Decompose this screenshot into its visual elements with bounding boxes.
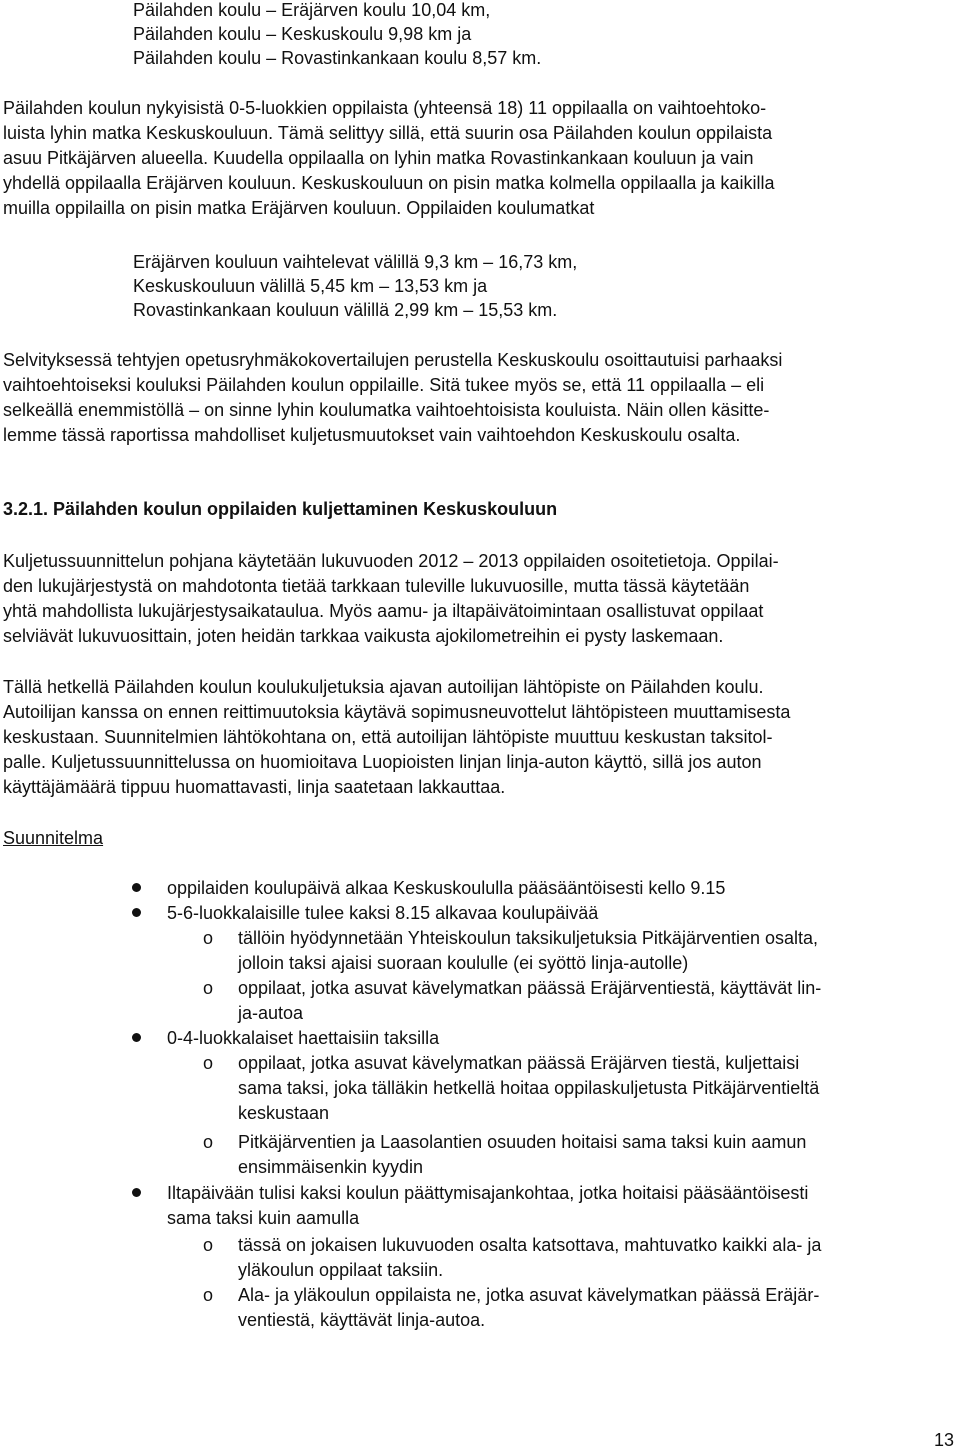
bullet-icon [132,1188,141,1197]
paragraph-line: yhdellä oppilaalla Eräjärven kouluun. Keskuskouluun on pisin matka kolmella oppilaalla ja kaikilla [3,173,775,193]
paragraph-line: muilla oppilailla on pisin matka Eräjärven kouluun. Oppilaiden koulumatkat [3,198,595,218]
plan-subitem: Pitkäjärventien ja Laasolantien osuuden hoitaisi sama taksi kuin aamun [238,1132,807,1152]
plan-item: 5-6-luokkalaisille tulee kaksi 8.15 alkavaa koulupäivää [167,903,599,923]
sub-bullet-icon: o [203,978,214,998]
plan-subitem: ventiestä, käyttävät linja-autoa. [238,1310,486,1330]
distance-line: Päilahden koulu – Keskuskoulu 9,98 km ja [133,24,472,44]
range-line: Keskuskouluun välillä 5,45 km – 13,53 km ja [133,276,488,296]
plan-item: sama taksi kuin aamulla [167,1208,360,1228]
bullet-icon [132,1033,141,1042]
sub-bullet-icon: o [203,1053,214,1073]
page-number: 13 [934,1430,955,1450]
plan-subitem: oppilaat, jotka asuvat kävelymatkan päässä Eräjärventiestä, käyttävät lin- [238,978,822,998]
paragraph-line: Kuljetussuunnittelun pohjana käytetään lukuvuoden 2012 – 2013 oppilaiden osoitetietoja. Oppilai- [3,551,779,571]
bullet-icon [132,908,141,917]
paragraph-line: asuu Pitkäjärven alueella. Kuudella oppilaalla on lyhin matka Rovastinkankaan kouluun ja vain [3,148,754,168]
plan-subitem: yläkoulun oppilaat taksiin. [238,1260,444,1280]
paragraph-line: Autoilijan kanssa on ennen reittimuutoksia käytävä sopimusneuvottelut lähtöpisteen muuttamisesta [3,702,791,722]
paragraph-line: keskustaan. Suunnitelmien lähtökohtana on, että autoilijan lähtöpiste muuttuu keskustan taksitol- [3,727,773,747]
distance-line: Päilahden koulu – Eräjärven koulu 10,04 km, [133,0,491,20]
plan-subitem: keskustaan [238,1103,330,1123]
paragraph-line: lemme tässä raportissa mahdolliset kuljetusmuutokset vain vaihtoehdon Keskuskoulu osalta. [3,425,741,445]
plan-subitem: tällöin hyödynnetään Yhteiskoulun taksikuljetuksia Pitkäjärventien osalta, [238,928,819,948]
paragraph-line: Päilahden koulun nykyisistä 0-5-luokkien oppilaista (yhteensä 18) 11 oppilaalla on vaihtoehtoko- [3,98,767,118]
paragraph-line: den lukujärjestystä on mahdotonta tietää tarkkaan tuleville lukuvuosille, mutta tässä käytetään [3,576,750,596]
paragraph-line: palle. Kuljetussuunnittelussa on huomioitava Luopioisten linjan linja-auton käyttö, sillä jos auton [3,752,762,772]
plan-subitem: ensimmäisenkin kyydin [238,1157,424,1177]
plan-subitem: oppilaat, jotka asuvat kävelymatkan päässä Eräjärven tiestä, kuljettaisi [238,1053,800,1073]
range-line: Rovastinkankaan kouluun välillä 2,99 km – 15,53 km. [133,300,558,320]
paragraph-line: selviävät lukuvuosittain, joten heidän tarkkaa vaikusta ajokilometreihin ei pysty laskemaan. [3,626,724,646]
sub-bullet-icon: o [203,1235,214,1255]
sub-bullet-icon: o [203,1132,214,1152]
paragraph-line: Selvityksessä tehtyjen opetusryhmäkokovertailujen perustella Keskuskoulu osoittautuisi parhaaksi [3,350,783,370]
range-line: Eräjärven kouluun vaihtelevat välillä 9,3 km – 16,73 km, [133,252,578,272]
paragraph-line: vaihtoehtoiseksi kouluksi Päilahden koulun oppilaille. Sitä tukee myös se, että 11 oppilaalla – eli [3,375,765,395]
sub-bullet-icon: o [203,1285,214,1305]
paragraph-line: luista lyhin matka Keskuskouluun. Tämä selittyy sillä, että suurin osa Päilahden koulun oppilaista [3,123,773,143]
paragraph-line: selkeällä enemmistöllä – on sinne lyhin koulumatka vaihtoehtoisista kouluista. Näin ollen käsitte- [3,400,770,420]
plan-subitem: tässä on jokaisen lukuvuoden osalta katsottava, mahtuvatko kaikki ala- ja [238,1235,822,1255]
bullet-icon [132,883,141,892]
paragraph-line: käyttäjämäärä tippuu huomattavasti, linja saatetaan lakkauttaa. [3,777,506,797]
plan-item: 0-4-luokkalaiset haettaisiin taksilla [167,1028,440,1048]
plan-item: oppilaiden koulupäivä alkaa Keskuskoululla pääsääntöisesti kello 9.15 [167,878,726,898]
plan-subitem: sama taksi, joka tälläkin hetkellä hoitaa oppilaskuljetusta Pitkäjärventieltä [238,1078,820,1098]
section-heading: 3.2.1. Päilahden koulun oppilaiden kuljettaminen Keskuskouluun [3,499,558,519]
paragraph-line: Tällä hetkellä Päilahden koulun koulukuljetuksia ajavan autoilijan lähtöpiste on Päilahden koulu. [3,677,764,697]
plan-title: Suunnitelma [3,828,104,848]
paragraph-line: yhtä mahdollista lukujärjestysaikataulua. Myös aamu- ja iltapäivätoimintaan osallistuvat oppilaat [3,601,764,621]
plan-subitem: jolloin taksi ajaisi suoraan koululle (ei syöttö linja-autolle) [238,953,689,973]
sub-bullet-icon: o [203,928,214,948]
plan-item: Iltapäivään tulisi kaksi koulun päättymisajankohtaa, jotka hoitaisi pääsääntöisesti [167,1183,809,1203]
plan-subitem: Ala- ja yläkoulun oppilaista ne, jotka asuvat kävelymatkan päässä Eräjär- [238,1285,820,1305]
distance-line: Päilahden koulu – Rovastinkankaan koulu 8,57 km. [133,48,542,68]
plan-subitem: ja-autoa [238,1003,304,1023]
